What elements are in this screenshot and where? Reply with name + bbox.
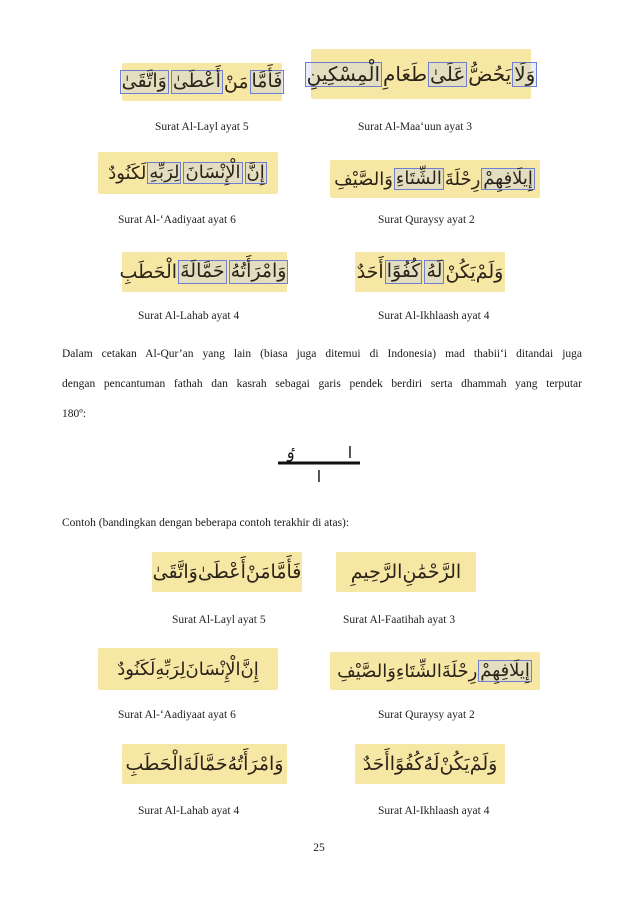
highlighted-arabic-word: كُفُوًا [386, 260, 421, 283]
highlighted-arabic-word: وَلَا [514, 61, 536, 86]
arabic-word: لَكَنُودٌ [117, 658, 156, 680]
caption-ikhlaash-4-alt: Surat Al-Ikhlaash ayat 4 [378, 805, 490, 817]
arabic-verse-image-faatihah-3 [336, 552, 476, 592]
diagram-fathah-sign: ا [347, 443, 353, 462]
arabic-word: طَعَامِ [383, 62, 428, 86]
arabic-word: رِحْلَةَ [444, 168, 481, 190]
arabic-word: وَالصَّيْفِ [337, 660, 396, 682]
caption-faatihah-3: Surat Al-Faatihah ayat 3 [343, 614, 456, 626]
arabic-word: يَكُنْ [439, 753, 470, 775]
arabic-word: إِنَّ [240, 658, 259, 680]
highlighted-arabic-word: إِيلَافِهِمْ [480, 659, 530, 681]
paragraph-line-2: dengan pencantuman fathah dan kasrah sebagai garis pendek berdiri serta dhammah yang terputar [62, 378, 582, 390]
arabic-word: فَأَمَّا [270, 561, 302, 583]
arabic-word: الشِّتَاءِ [395, 660, 442, 682]
caption-layl-5: Surat Al-Layl ayat 5 [155, 121, 249, 133]
highlighted-arabic-word: عَلَىٰ [430, 61, 466, 86]
highlighted-arabic-word: الْمِسْكِينِ [306, 61, 380, 86]
caption-quraysy-2-alt: Surat Quraysy ayat 2 [378, 709, 475, 721]
arabic-verse-image-quraysy-2-alt [330, 652, 540, 690]
arabic-verse-image-ikhlaash-4-alt [355, 744, 505, 784]
caption-aadiyaat-6-alt: Surat Al-‘Aadiyaat ayat 6 [118, 709, 236, 721]
arabic-verse-image-aadiyaat-6 [98, 152, 278, 194]
caption-maauun-3: Surat Al-Maa‘uun ayat 3 [358, 121, 473, 133]
caption-quraysy-2: Surat Quraysy ayat 2 [378, 214, 475, 226]
arabic-word: لَهُ [423, 753, 440, 775]
arabic-word: الْحَطَبِ [125, 753, 184, 775]
highlighted-arabic-word: الشِّتَاءِ [395, 167, 442, 189]
arabic-word: لِرَبِّهِ [155, 658, 186, 680]
paragraph-line-1: Dalam cetakan Al-Qur’an yang lain (biasa juga ditemui di Indonesia) mad thabii‘i ditandai juga [62, 348, 582, 360]
highlighted-arabic-word: وَاتَّقَىٰ [121, 70, 167, 93]
arabic-verse-image-quraysy-2 [330, 160, 540, 198]
arabic-word: كُفُوًا [389, 753, 424, 775]
arabic-word: أَحَدٌ [356, 261, 384, 283]
highlighted-arabic-word: وَامْرَأَتُهُ [230, 260, 287, 283]
arabic-verse-image-lahab-4 [119, 252, 287, 292]
caption-layl-5-alt: Surat Al-Layl ayat 5 [172, 614, 266, 626]
arabic-word: الرَّحْمَٰنِ [402, 561, 462, 583]
arabic-verse-image-ikhlaash-4 [355, 252, 505, 292]
arabic-word: رِحْلَةَ [441, 660, 478, 682]
page-number: 25 [313, 842, 325, 854]
arabic-word: الْإِنْسَانَ [185, 658, 241, 680]
arabic-word: وَامْرَأَتُهُ [227, 753, 284, 775]
arabic-word: يَحُضُّ [468, 62, 512, 86]
diagram-dhammah-sign: ٶ [285, 443, 295, 462]
highlighted-arabic-word: الْإِنْسَانَ [185, 161, 241, 183]
caption-ikhlaash-4: Surat Al-Ikhlaash ayat 4 [378, 310, 490, 322]
arabic-word: وَاتَّقَىٰ [152, 561, 198, 583]
highlighted-arabic-word: لَهُ [426, 260, 443, 283]
arabic-word: وَلَمْ [475, 261, 504, 283]
arabic-word: أَعْطَىٰ [197, 561, 246, 583]
highlighted-arabic-word: فَأَمَّا [251, 70, 283, 93]
arabic-verse-image-maauun-3 [306, 49, 536, 99]
arabic-verse-image-aadiyaat-6-alt [98, 648, 278, 690]
arabic-word: يَكُنْ [445, 261, 476, 283]
caption-lahab-4: Surat Al-Lahab ayat 4 [138, 310, 240, 322]
arabic-verse-image-lahab-4-alt [122, 744, 287, 784]
highlighted-arabic-word: أَعْطَىٰ [172, 70, 221, 93]
arabic-word: أَحَدٌ [362, 753, 390, 775]
highlighted-arabic-word: لِرَبِّهِ [149, 161, 180, 183]
arabic-word: لَكَنُودٌ [108, 162, 147, 184]
arabic-word: وَلَمْ [469, 753, 498, 775]
arabic-word: مَنْ [245, 561, 271, 583]
arabic-verse-image-layl-5 [122, 63, 282, 101]
diagram-kasrah-sign: ا [316, 467, 322, 486]
highlighted-arabic-word: حَمَّالَةَ [180, 260, 225, 283]
arabic-word: مَنْ [223, 71, 249, 93]
contoh-text: Contoh (bandingkan dengan beberapa contoh terakhir di atas): [62, 517, 350, 529]
arabic-word: حَمَّالَةَ [183, 753, 228, 775]
arabic-word: الرَّحِيمِ [350, 561, 403, 583]
arabic-word: وَالصَّيْفِ [334, 168, 393, 190]
caption-lahab-4-alt: Surat Al-Lahab ayat 4 [138, 805, 240, 817]
body-paragraph [62, 339, 582, 429]
paragraph-line-3: 180º: [62, 408, 87, 420]
arabic-verse-image-layl-5-alt [152, 552, 302, 592]
arabic-word: الْحَطَبِ [119, 261, 178, 283]
highlighted-arabic-word: إِنَّ [246, 161, 265, 183]
highlighted-arabic-word: إِيلَافِهِمْ [483, 167, 533, 189]
caption-aadiyaat-6: Surat Al-‘Aadiyaat ayat 6 [118, 214, 236, 226]
harakat-sign-diagram [270, 441, 370, 486]
